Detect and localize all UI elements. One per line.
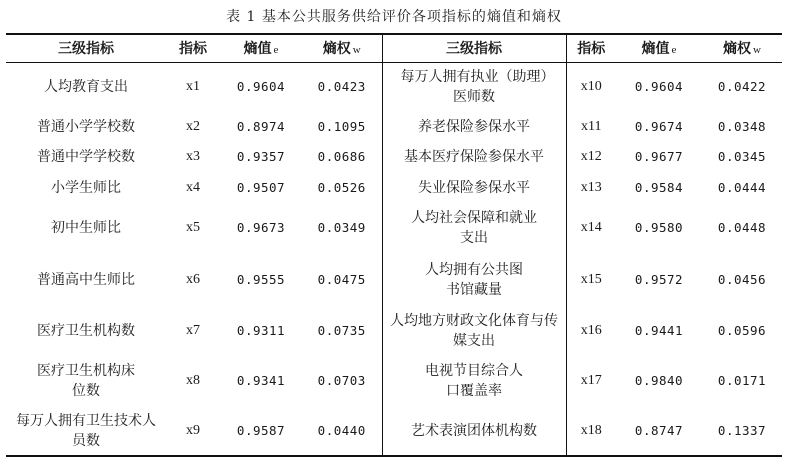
cell-l-ind: x2	[186, 118, 200, 134]
header-entropy-unit: e	[273, 44, 279, 57]
header-name-right: 三级指标	[382, 34, 566, 62]
cell-r-e: 0.9441	[634, 323, 684, 339]
cell-l-e: 0.9311	[236, 323, 286, 339]
indicator-name: 小学生师比	[51, 179, 121, 196]
cell-r-ind: x12	[580, 149, 602, 165]
cell-r-e: 0.9604	[634, 79, 684, 95]
table-row	[6, 406, 782, 456]
cell-l-name	[6, 252, 166, 306]
indicator-name: 人均社会保障和就业支出	[411, 209, 537, 246]
cell-l-w: 0.0526	[302, 172, 382, 202]
cell-r-e: 0.8747	[616, 406, 702, 456]
cell-l-e: 0.9357	[236, 149, 286, 165]
header-entropy-label: 熵值	[641, 41, 670, 58]
cell-r-e: 0.9572	[634, 271, 684, 287]
cell-r-w: 0.0348	[717, 118, 767, 134]
table-row	[6, 142, 782, 172]
cell-l-w: 0.0686	[302, 142, 382, 172]
cell-l-ind: x1	[186, 79, 200, 95]
cell-r-name	[382, 172, 566, 202]
cell-l-e: 0.9587	[220, 406, 302, 456]
table-row	[6, 112, 782, 142]
indicator-name: 初中生师比	[51, 219, 121, 236]
cell-r-e: 0.9584	[634, 179, 684, 195]
indicator-name: 养老保险参保水平	[418, 118, 530, 135]
cell-r-ind: x17	[580, 373, 602, 389]
cell-l-ind: x4	[186, 179, 200, 195]
cell-l-w: 0.0349	[302, 203, 382, 253]
cell-r-ind: x18	[566, 406, 616, 456]
cell-l-name	[6, 406, 166, 456]
cell-r-name	[382, 356, 566, 406]
indicator-name: 每万人拥有执业（助理）医师数	[400, 69, 548, 106]
indicator-name: 人均教育支出	[44, 79, 128, 96]
cell-l-name	[6, 62, 166, 112]
cell-r-ind: x11	[581, 118, 602, 134]
indicator-name: 医疗卫生机构数	[37, 323, 135, 340]
cell-r-w: 0.0171	[717, 373, 767, 389]
cell-l-ind: x9	[166, 406, 220, 456]
table-row	[6, 172, 782, 202]
cell-r-w: 0.0596	[717, 323, 767, 339]
cell-l-w: 0.0735	[302, 307, 382, 357]
cell-r-w: 0.0456	[717, 271, 767, 287]
indicator-name: 失业保险参保水平	[418, 179, 530, 196]
cell-r-ind: x10	[580, 79, 602, 95]
indicator-name: 人均拥有公共图书馆藏量	[425, 261, 523, 298]
table-caption: 表 1 基本公共服务供给评价各项指标的熵值和熵权	[226, 9, 562, 25]
cell-r-ind: x15	[580, 271, 602, 287]
cell-l-name	[6, 356, 166, 406]
cell-r-ind: x14	[580, 219, 602, 235]
header-indicator-right: 指标	[566, 34, 616, 62]
table-row	[6, 203, 782, 253]
cell-l-e: 0.9341	[236, 373, 286, 389]
cell-r-w: 0.0345	[717, 149, 767, 165]
header-indicator-left: 指标	[166, 34, 220, 62]
cell-l-w: 0.0440	[302, 406, 382, 456]
indicator-name: 普通小学学校数	[37, 118, 135, 135]
cell-r-w: 0.0448	[717, 219, 767, 235]
header-weight-right	[702, 34, 782, 62]
header-entropy-left	[220, 34, 302, 62]
header-name-left: 三级指标	[6, 34, 166, 62]
cell-r-w: 0.0444	[717, 179, 767, 195]
cell-l-e: 0.9507	[236, 179, 286, 195]
cell-l-name	[6, 203, 166, 253]
cell-r-name	[382, 62, 566, 112]
indicator-name: 普通高中生师比	[37, 271, 135, 288]
header-weight-label: 熵权	[723, 41, 752, 58]
cell-l-w: 0.0475	[302, 252, 382, 306]
cell-r-e: 0.9840	[634, 373, 684, 389]
header-entropy-right	[616, 34, 702, 62]
indicator-name: 电视节目综合人口覆盖率	[425, 363, 523, 400]
cell-r-e: 0.9677	[634, 149, 684, 165]
cell-l-w: 0.0703	[302, 356, 382, 406]
table-row	[6, 252, 782, 306]
cell-r-name	[382, 307, 566, 357]
header-weight-left	[302, 34, 382, 62]
cell-r-e: 0.9580	[634, 219, 684, 235]
indicator-name: 人均地方财政文化体育与传媒支出	[390, 313, 558, 350]
cell-l-name	[6, 307, 166, 357]
cell-l-ind: x7	[186, 323, 200, 339]
table-row	[6, 356, 782, 406]
indicator-name: 每万人拥有卫生技术人员数	[16, 412, 156, 449]
indicator-name: 医疗卫生机构床位数	[37, 363, 135, 400]
cell-r-name	[382, 142, 566, 172]
cell-l-ind: x8	[186, 373, 200, 389]
cell-l-name	[6, 142, 166, 172]
cell-r-name	[382, 112, 566, 142]
cell-r-w: 0.1337	[702, 406, 782, 456]
cell-r-e: 0.9674	[634, 118, 684, 134]
cell-r-w: 0.0422	[717, 79, 767, 95]
header-weight-label: 熵权	[322, 41, 351, 58]
cell-l-e: 0.9555	[236, 271, 286, 287]
header-entropy-unit: e	[671, 44, 677, 57]
entropy-weight-table	[6, 33, 782, 457]
cell-r-name	[382, 252, 566, 306]
header-entropy-label: 熵值	[243, 41, 272, 58]
cell-l-name	[6, 172, 166, 202]
cell-l-ind: x6	[186, 271, 200, 287]
header-weight-unit: w	[352, 44, 361, 57]
cell-l-e: 0.8974	[236, 118, 286, 134]
cell-r-name	[382, 406, 566, 456]
cell-l-e: 0.9604	[236, 79, 286, 95]
indicator-name: 基本医疗保险参保水平	[404, 149, 544, 166]
cell-r-ind: x13	[580, 179, 602, 195]
indicator-name: 艺术表演团体机构数	[411, 422, 537, 439]
table-row	[6, 307, 782, 357]
header-weight-unit: w	[753, 44, 761, 57]
cell-r-ind: x16	[580, 323, 602, 339]
cell-l-ind: x3	[186, 149, 200, 165]
cell-l-ind: x5	[186, 219, 200, 235]
cell-l-e: 0.9673	[236, 219, 286, 235]
cell-l-name	[6, 112, 166, 142]
indicator-name: 普通中学学校数	[37, 149, 135, 166]
header-row	[6, 34, 782, 62]
table-body	[6, 62, 782, 456]
cell-l-w: 0.1095	[302, 112, 382, 142]
cell-l-w: 0.0423	[302, 62, 382, 112]
table-row	[6, 62, 782, 112]
cell-r-name	[382, 203, 566, 253]
